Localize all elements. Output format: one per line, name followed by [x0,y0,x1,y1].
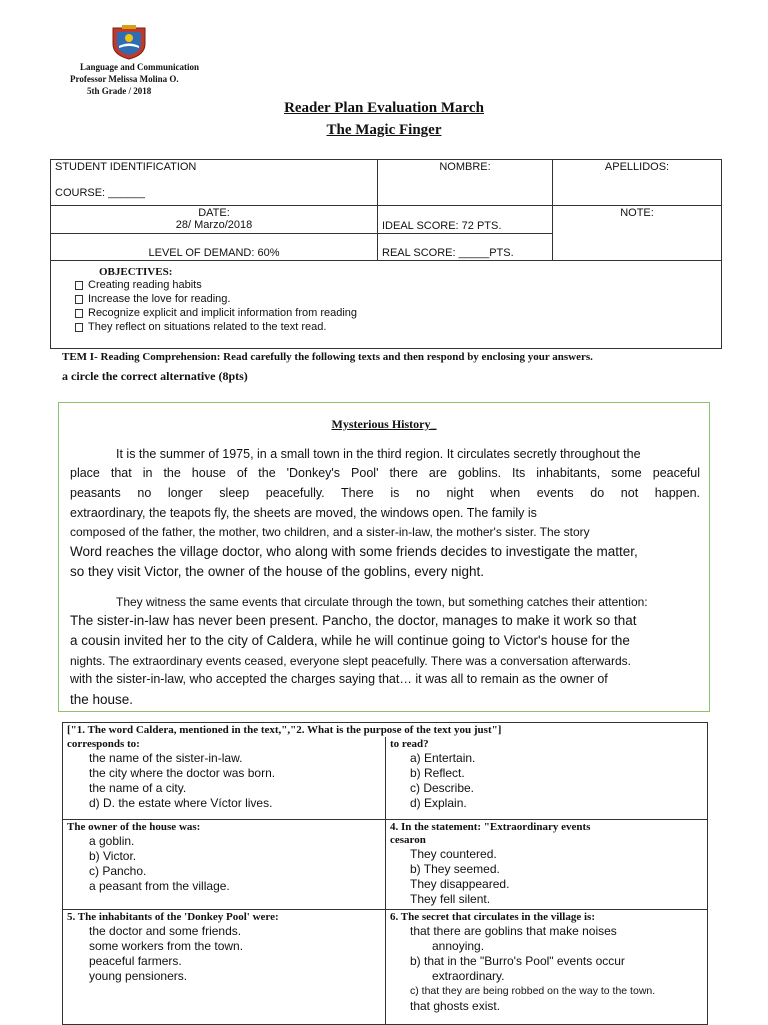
option[interactable]: c) Describe. [410,781,475,795]
question-2-cell [386,737,708,819]
option[interactable]: They disappeared. [410,876,510,891]
document-title: Reader Plan Evaluation March [284,100,484,116]
option[interactable]: that there are goblins that make noises [410,923,617,938]
option[interactable]: b) They seemed. [410,861,500,876]
checkbox-icon [75,295,83,304]
student-identification-cell [51,160,378,206]
option[interactable]: that ghosts exist. [410,998,501,1013]
apellidos-field[interactable]: APELLIDOS: [553,160,722,206]
course-field[interactable]: COURSE: ______ [55,187,145,199]
objective-item: Creating reading habits [75,278,717,292]
option[interactable]: a goblin. [89,833,135,848]
story-box [58,402,710,712]
option[interactable]: b) Victor. [89,848,137,863]
option[interactable]: the doctor and some friends. [89,923,242,938]
question-1-text: corresponds to: [67,738,140,750]
checkbox-icon [75,309,83,318]
objective-item: They reflect on situations related to the text read. [75,320,717,334]
grade-line: 5th Grade / 2018 [87,86,152,96]
question-3-text: The owner of the house was: [67,820,201,833]
question-1-2-header-cell [63,723,708,738]
level-of-demand: LEVEL OF DEMAND: 60% [51,234,378,261]
question-5-cell [63,909,386,1024]
nombre-field[interactable]: NOMBRE: [378,160,553,206]
story-line: They witness the same events that circulate through the town, but something catches their attention: [116,595,648,609]
question-1-cell [63,737,386,819]
option[interactable]: the city where the doctor was born. [89,766,276,780]
story-line: a cousin invited her to the city of Caldera, while he will continue going to Victor's house for the [70,633,630,648]
objective-item: Increase the love for reading. [75,292,717,306]
item-points: a circle the correct alternative (8pts) [62,369,248,383]
question-4-text: 4. In the statement: "Extraordinary events [390,820,591,833]
option-cont[interactable]: extraordinary. [432,968,505,983]
date-value: 28/ Marzo/2018 [175,219,253,231]
objectives-cell [51,261,722,349]
date-label: DATE: [198,207,230,219]
item-instruction: TEM I- Reading Comprehension: Read carefully the following texts and then respond by enclosing your answers. [62,351,593,363]
objectives-title: OBJECTIVES: [99,266,173,278]
school-crest-logo [110,24,148,60]
questions-table [62,722,708,1025]
story-line: It is the summer of 1975, in a small town in the third region. It circulates secretly throughout the [116,447,641,461]
student-info-table [50,159,722,349]
story-line: peasants no longer sleep peacefully. There is no night when events do not happen. [70,486,700,500]
question-3-cell [63,819,386,909]
date-cell [51,206,378,234]
question-6-cell [386,909,708,1024]
subject-line: Language and Communication [80,62,200,72]
option[interactable]: peaceful farmers. [89,953,182,968]
note-field[interactable]: NOTE: [553,206,722,261]
option[interactable]: c) that they are being robbed on the way to the town. [410,984,656,997]
option[interactable]: c) Pancho. [89,863,147,878]
question-4-cell [386,819,708,909]
real-score-field[interactable]: REAL SCORE: _____PTS. [378,234,553,261]
option[interactable]: b) Reflect. [410,766,465,780]
story-line: place that in the house of the 'Donkey's Pool' there are goblins. Its inhabitants, some peaceful [70,466,700,480]
option[interactable]: a peasant from the village. [89,878,230,893]
option[interactable]: the name of the sister-in-law. [89,751,243,765]
question-6-text: 6. The secret that circulates in the village is: [390,910,595,923]
ideal-score: IDEAL SCORE: 72 PTS. [378,206,553,234]
option[interactable]: young pensioners. [89,968,188,983]
professor-line: Professor Melissa Molina O. [70,74,179,84]
option-cont[interactable]: annoying. [432,938,485,953]
checkbox-icon [75,323,83,332]
option[interactable]: They fell silent. [410,891,491,906]
story-line: The sister-in-law has never been present. Pancho, the doctor, manages to make it work so that [70,613,637,628]
story-line: nights. The extraordinary events ceased, everyone slept peacefully. There was a conversation afterwards. [70,654,631,668]
checkbox-icon [75,281,83,290]
student-identification-label: STUDENT IDENTIFICATION [55,161,197,173]
question-4-text-cont: cesaron [390,833,426,846]
story-line: Word reaches the village doctor, who along with some friends decides to investigate the matter, [70,544,638,559]
option[interactable]: They countered. [410,846,497,861]
option[interactable]: d) D. the estate where Víctor lives. [89,796,273,810]
story-line: composed of the father, the mother, two children, and a sister-in-law, the mother's sister. The story [70,525,590,539]
option[interactable]: the name of a city. [89,781,187,795]
question-1-2-header: ["1. The word Caldera, mentioned in the text,","2. What is the purpose of the text you just"] [67,724,502,736]
story-line: extraordinary, the teapots fly, the sheets are moved, the windows open. The family is [70,506,537,520]
option[interactable]: some workers from the town. [89,938,244,953]
option[interactable]: b) that in the "Burro's Pool" events occur [410,953,625,968]
story-line: so they visit Victor, the owner of the house of the goblins, every night. [70,564,484,579]
story-line: with the sister-in-law, who accepted the charges saying that… it was all to remain as the owner of [70,672,608,686]
option[interactable]: a) Entertain. [410,751,476,765]
question-2-text: to read? [390,738,429,750]
objective-item: Recognize explicit and implicit information from reading [75,306,717,320]
book-title: The Magic Finger [326,122,442,138]
question-5-text: 5. The inhabitants of the 'Donkey Pool' were: [67,910,279,923]
story-title: Mysterious History_ [331,417,437,431]
story-line: the house. [70,692,134,707]
option[interactable]: d) Explain. [410,796,467,810]
